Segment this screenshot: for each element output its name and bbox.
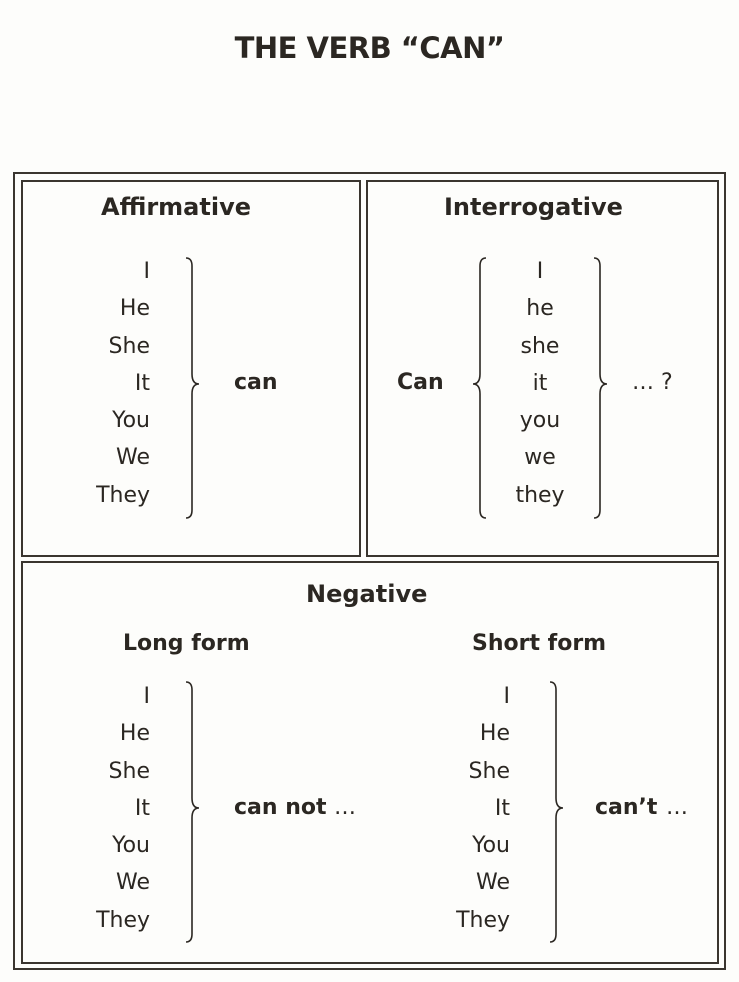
long-form-pronoun-list bbox=[60, 678, 150, 939]
affirmative-verb: can bbox=[234, 370, 278, 395]
pronoun: She bbox=[108, 758, 150, 784]
long-form-verb: can not bbox=[234, 795, 327, 820]
pronoun: she bbox=[520, 333, 560, 359]
pronoun: we bbox=[524, 445, 556, 471]
long-form-ending: … bbox=[334, 795, 356, 820]
short-form-pronoun-list bbox=[420, 678, 510, 939]
pronoun: She bbox=[108, 333, 150, 359]
pronoun: he bbox=[526, 296, 554, 322]
pronoun: You bbox=[112, 833, 150, 859]
pronoun: they bbox=[515, 482, 565, 508]
pronoun: It bbox=[494, 795, 510, 821]
pronoun: It bbox=[134, 370, 150, 396]
left-brace bbox=[468, 256, 492, 520]
pronoun: He bbox=[119, 296, 150, 322]
affirmative-pronoun-list bbox=[60, 253, 150, 514]
page-title: THE VERB “CAN” bbox=[234, 31, 505, 66]
pronoun: They bbox=[96, 907, 150, 933]
short-form-ending: … bbox=[666, 795, 688, 820]
right-brace bbox=[544, 680, 568, 944]
interrogative-ending: … ? bbox=[632, 370, 673, 395]
pronoun: I bbox=[503, 684, 510, 709]
interrogative-verb: Can bbox=[397, 370, 444, 395]
pronoun: I bbox=[536, 259, 544, 284]
right-brace bbox=[588, 256, 612, 520]
pronoun: They bbox=[456, 907, 510, 933]
negative-heading: Negative bbox=[306, 580, 428, 608]
right-brace bbox=[180, 256, 204, 520]
pronoun: We bbox=[116, 870, 150, 896]
pronoun: We bbox=[116, 445, 150, 471]
pronoun: They bbox=[96, 482, 150, 508]
short-form-heading: Short form bbox=[472, 631, 607, 656]
pronoun: I bbox=[143, 684, 150, 709]
long-form-heading: Long form bbox=[123, 631, 250, 656]
pronoun: He bbox=[119, 721, 150, 747]
interrogative-pronoun-list bbox=[500, 253, 580, 514]
pronoun: I bbox=[143, 259, 150, 284]
pronoun: You bbox=[472, 833, 510, 859]
pronoun: It bbox=[134, 795, 150, 821]
interrogative-heading: Interrogative bbox=[444, 193, 623, 221]
pronoun: it bbox=[532, 370, 548, 396]
pronoun: You bbox=[112, 408, 150, 434]
pronoun: He bbox=[479, 721, 510, 747]
short-form-verb: can’t bbox=[595, 795, 658, 820]
pronoun: We bbox=[476, 870, 510, 896]
affirmative-heading: Affirmative bbox=[101, 193, 251, 221]
right-brace bbox=[180, 680, 204, 944]
pronoun: you bbox=[519, 408, 561, 434]
pronoun: She bbox=[468, 758, 510, 784]
